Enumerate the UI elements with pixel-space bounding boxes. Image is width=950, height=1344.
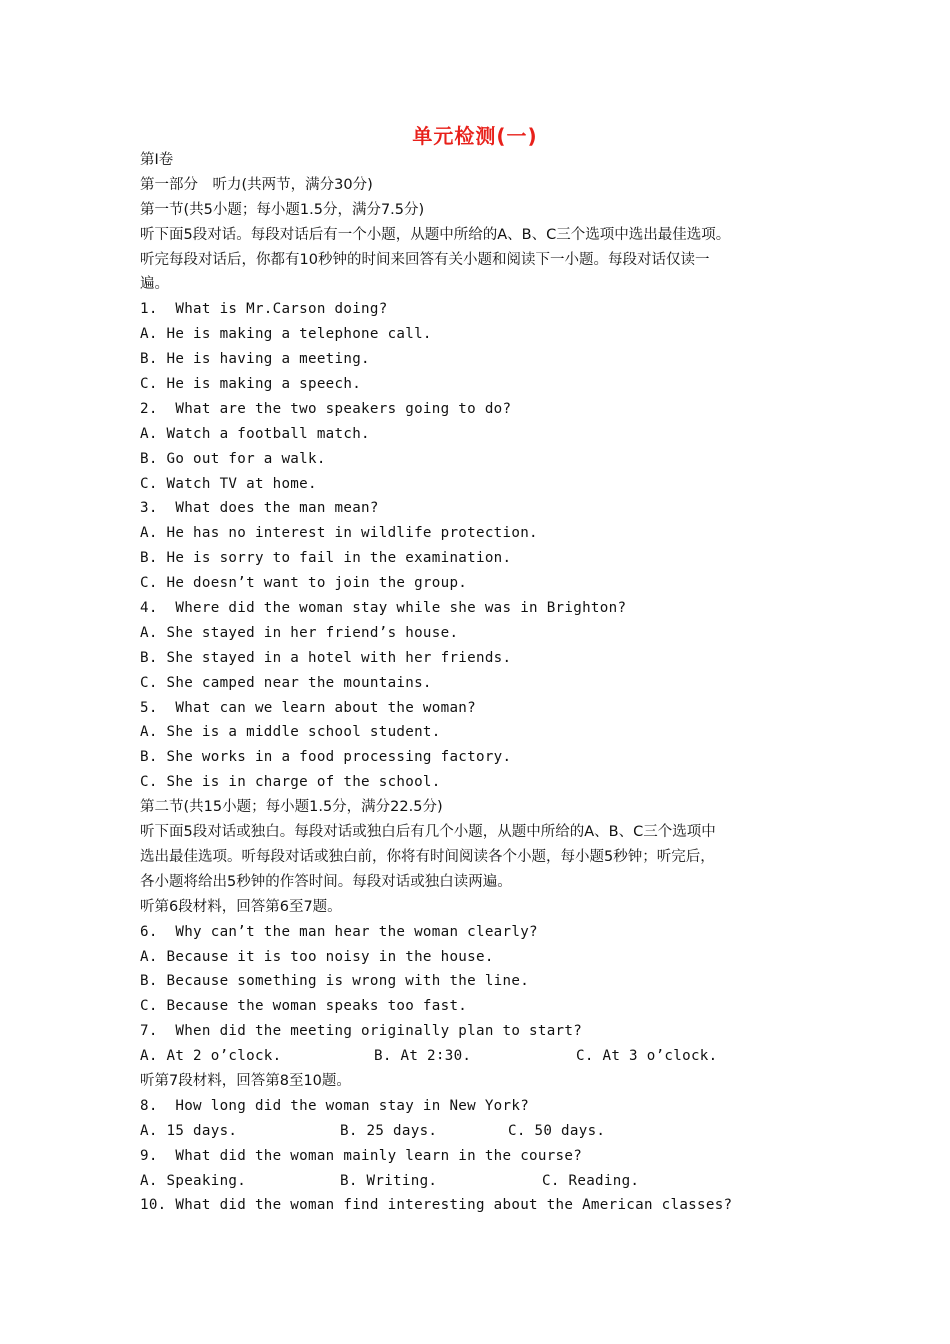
question-1-option-a: A. He is making a telephone call.: [140, 326, 432, 343]
exam-content: [140, 148, 820, 1218]
question-4-stem: 4. Where did the woman stay while she was in Brighton?: [140, 600, 627, 617]
question-3-stem: 3. What does the man mean?: [140, 500, 379, 517]
question-5-option-a: A. She is a middle school student.: [140, 724, 441, 741]
question-5-stem: 5. What can we learn about the woman?: [140, 699, 476, 716]
material-7-label: 听第7段材料，回答第8至10题。: [140, 1072, 351, 1089]
question-9-options: [140, 1169, 820, 1194]
section2-instruction: 听下面5段对话或独白。每段对话或独白后有几个小题，从题中所给的A、B、C三个选项中: [140, 824, 716, 841]
question-2-stem: 2. What are the two speakers going to do?: [140, 400, 512, 417]
question-8-stem: 8. How long did the woman stay in New York?: [140, 1097, 530, 1114]
section2-instruction: 各小题将给出5秒钟的作答时间。每段对话或独白读两遍。: [140, 873, 512, 890]
question-9-option-a: A. Speaking.: [140, 1172, 247, 1189]
section1-instruction: 听完每段对话后，你都有10秒钟的时间来回答有关小题和阅读下一小题。每段对话仅读一: [140, 251, 710, 268]
question-10-stem: 10. What did the woman find interesting about the American classes?: [140, 1197, 733, 1214]
question-2-option-c: C. Watch TV at home.: [140, 475, 317, 492]
question-6-option-c: C. Because the woman speaks too fast.: [140, 998, 468, 1015]
question-5-option-b: B. She works in a food processing factory.: [140, 749, 512, 766]
question-9-stem: 9. What did the woman mainly learn in the course?: [140, 1147, 583, 1164]
volume-label: 第Ⅰ卷: [140, 152, 174, 168]
section2-instruction: 选出最佳选项。听每段对话或独白前，你将有时间阅读各个小题，每小题5秒钟；听完后，: [140, 848, 715, 865]
question-4-option-c: C. She camped near the mountains.: [140, 674, 432, 691]
part1-heading: 第一部分 听力(共两节，满分30分): [140, 176, 373, 193]
question-4-option-b: B. She stayed in a hotel with her friends.: [140, 649, 512, 666]
question-3-option-c: C. He doesn’t want to join the group.: [140, 575, 468, 592]
question-7-stem: 7. When did the meeting originally plan to start?: [140, 1023, 583, 1040]
section1-heading: 第一节(共5小题；每小题1.5分，满分7.5分): [140, 201, 425, 218]
question-8-options: [140, 1119, 820, 1144]
question-1-option-b: B. He is having a meeting.: [140, 351, 370, 368]
question-4-option-a: A. She stayed in her friend’s house.: [140, 624, 459, 641]
question-9-option-c: C. Reading.: [542, 1172, 640, 1189]
question-6-option-b: B. Because something is wrong with the line.: [140, 973, 530, 990]
question-5-option-c: C. She is in charge of the school.: [140, 774, 441, 791]
material-6-label: 听第6段材料，回答第6至7题。: [140, 898, 342, 915]
question-6-stem: 6. Why can’t the man hear the woman clearly?: [140, 923, 538, 940]
question-1-stem: 1. What is Mr.Carson doing?: [140, 301, 388, 318]
question-6-option-a: A. Because it is too noisy in the house.: [140, 948, 494, 965]
question-2-option-b: B. Go out for a walk.: [140, 450, 326, 467]
question-8-option-c: C. 50 days.: [508, 1122, 606, 1139]
question-9-option-b: B. Writing.: [340, 1172, 438, 1189]
section1-instruction: 遍。: [140, 276, 169, 293]
question-8-option-a: A. 15 days.: [140, 1122, 238, 1139]
question-8-option-b: B. 25 days.: [340, 1122, 438, 1139]
question-2-option-a: A. Watch a football match.: [140, 425, 370, 442]
question-3-option-b: B. He is sorry to fail in the examination.: [140, 550, 512, 567]
question-7-option-a: A. At 2 o’clock.: [140, 1048, 282, 1065]
question-3-option-a: A. He has no interest in wildlife protection.: [140, 525, 538, 542]
question-1-option-c: C. He is making a speech.: [140, 376, 362, 393]
question-7-option-b: B. At 2∶30.: [374, 1048, 472, 1065]
section2-heading: 第二节(共15小题；每小题1.5分，满分22.5分): [140, 799, 443, 816]
section1-instruction: 听下面5段对话。每段对话后有一个小题，从题中所给的A、B、C三个选项中选出最佳选项。: [140, 226, 731, 243]
question-7-option-c: C. At 3 o’clock.: [576, 1048, 718, 1065]
page-title: 单元检测(一): [412, 124, 538, 148]
question-7-options: [140, 1044, 820, 1069]
